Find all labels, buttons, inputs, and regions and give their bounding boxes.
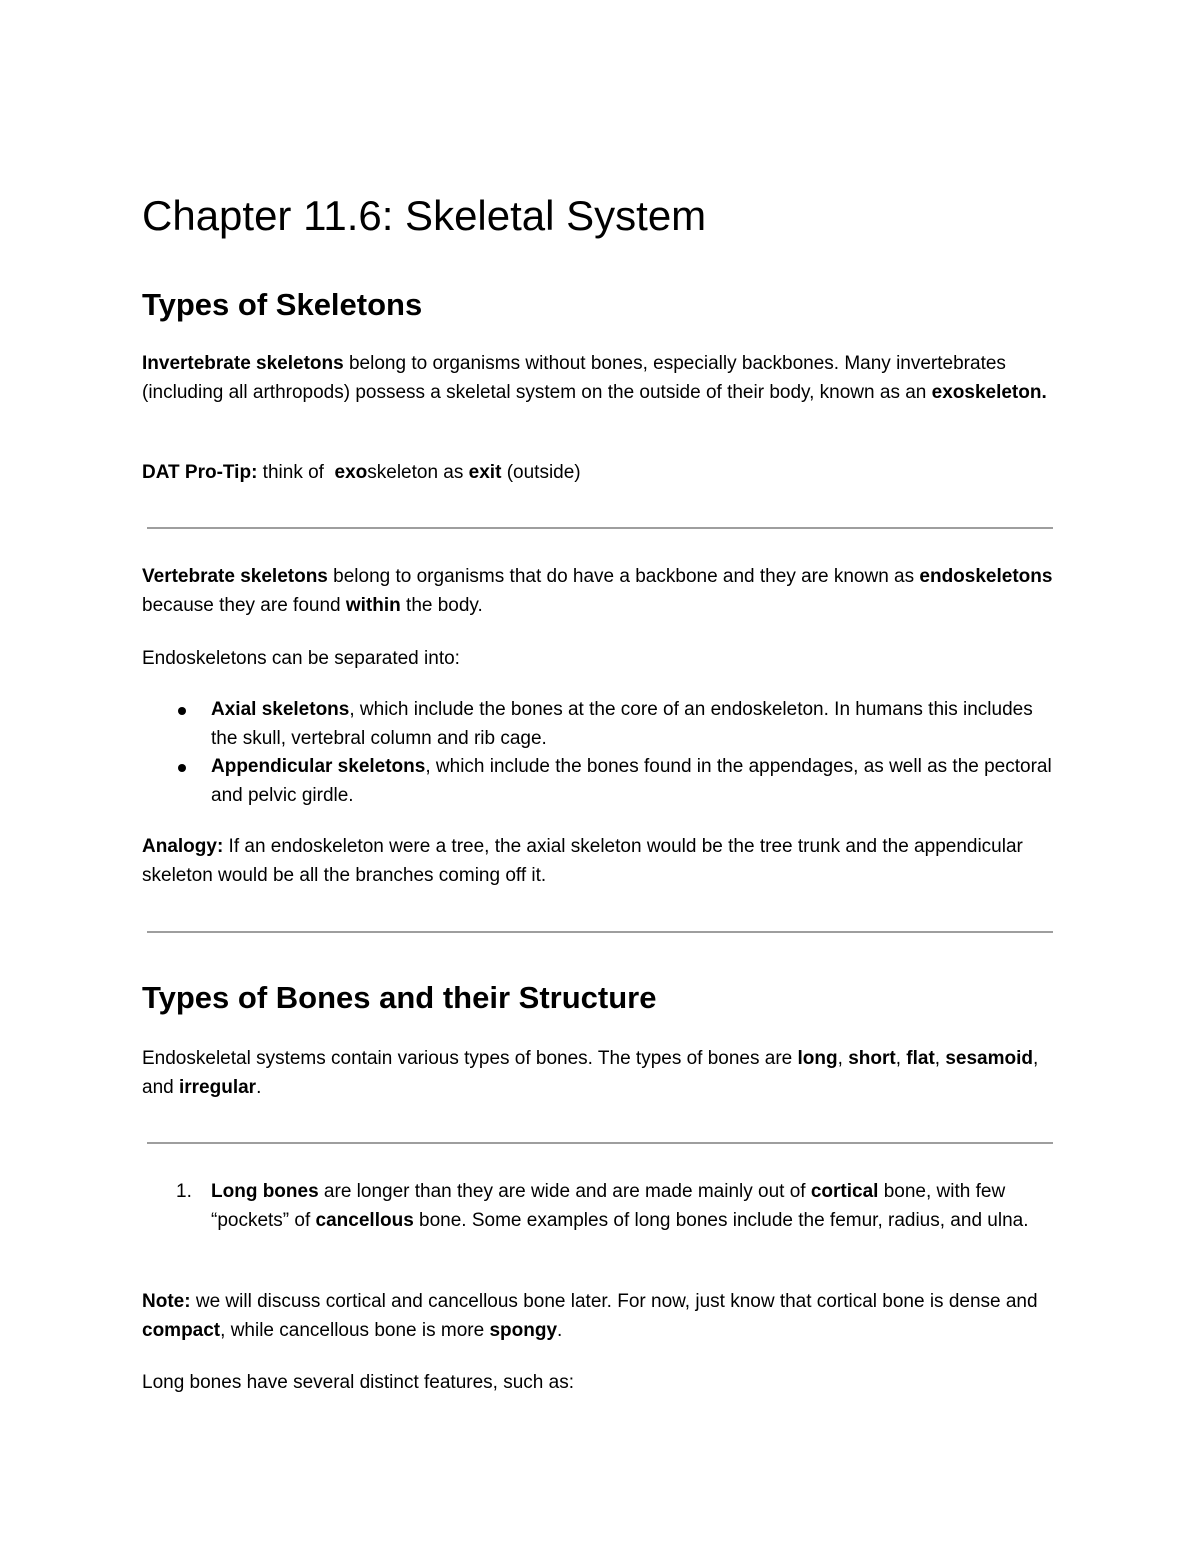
note-text: . [557, 1319, 563, 1341]
long-bones-features-paragraph: Long bones have several distinct features, such as: [142, 1372, 574, 1393]
bones-intro-paragraph [142, 1045, 1057, 1102]
bullet-icon [178, 707, 186, 715]
term-sesamoid: sesamoid [945, 1048, 1033, 1069]
note-paragraph [142, 1288, 1057, 1345]
bones-intro-text: Endoskeletal systems contain various types of bones. The types of bones are [142, 1048, 798, 1069]
term-long-bones: Long bones [211, 1181, 319, 1202]
long-bones-text: bone, with few “pockets” of [211, 1181, 1006, 1231]
protip-paragraph [142, 459, 1057, 488]
section-heading-types-of-skeletons: Types of Skeletons [142, 287, 423, 322]
vertebrate-text: because they are found [142, 594, 346, 616]
list-number: 1. [176, 1181, 192, 1202]
separator: , and [142, 1048, 1039, 1098]
term-short: short [848, 1048, 896, 1069]
list-item-text [211, 753, 1061, 810]
term-compact: compact [142, 1319, 221, 1341]
separator: , [895, 1048, 907, 1069]
list-item-description: , which include the bones found in the appendages, as well as the pectoral and pelvic girdle. [211, 756, 1052, 806]
term-invertebrate-skeletons: Invertebrate skeletons [142, 353, 344, 374]
protip-text: skeleton as [367, 462, 469, 483]
protip-text: (outside) [501, 462, 581, 483]
analogy-label: Analogy: [142, 836, 224, 857]
term-cancellous: cancellous [315, 1209, 414, 1231]
bullet-icon [178, 764, 186, 772]
invertebrate-text: belong to organisms without bones, especially backbones. Many invertebrates (including all arthropods) possess a skeletal system on the outside of their body, known as an [142, 353, 1006, 403]
protip-exo: exo [334, 462, 368, 483]
vertebrate-text: the body. [400, 594, 483, 616]
note-label: Note: [142, 1291, 191, 1312]
term-appendicular-skeletons: Appendicular skeletons [211, 756, 426, 777]
analogy-paragraph [142, 833, 1057, 890]
page-title: Chapter 11.6: Skeletal System [142, 192, 707, 239]
term-spongy: spongy [489, 1319, 558, 1341]
separator: , [934, 1048, 946, 1069]
invertebrate-paragraph [142, 350, 1057, 407]
horizontal-rule [147, 527, 1053, 529]
long-bones-text: bone. Some examples of long bones include the femur, radius, and ulna. [413, 1209, 1029, 1231]
list-item-text [211, 696, 1061, 753]
term-axial-skeletons: Axial skeletons [211, 699, 350, 720]
separator: , [837, 1048, 849, 1069]
section-heading-types-of-bones: Types of Bones and their Structure [142, 980, 657, 1015]
long-bones-text: are longer than they are wide and are made mainly out of [318, 1181, 811, 1202]
vertebrate-paragraph [142, 563, 1057, 620]
term-irregular: irregular [178, 1076, 257, 1098]
term-flat: flat [906, 1048, 935, 1069]
term-within: within [345, 594, 401, 616]
list-item-text [211, 1178, 1061, 1235]
note-text: we will discuss cortical and cancellous bone later. For now, just know that cortical bone is dense and [190, 1291, 1038, 1312]
term-endoskeletons: endoskeletons [919, 566, 1053, 587]
horizontal-rule [147, 931, 1053, 933]
term-cortical: cortical [810, 1181, 879, 1202]
analogy-text: If an endoskeleton were a tree, the axial skeleton would be the tree trunk and the appendicular skeleton would be all the branches coming off it. [142, 836, 1023, 886]
protip-exit: exit [468, 462, 502, 483]
protip-label: DAT Pro-Tip: [142, 462, 258, 483]
term-long: long [797, 1048, 838, 1069]
term-exoskeleton: exoskeleton. [931, 381, 1047, 403]
note-text: , while cancellous bone is more [220, 1319, 490, 1341]
separator: . [256, 1076, 262, 1098]
protip-text: think of [257, 462, 335, 483]
term-vertebrate-skeletons: Vertebrate skeletons [142, 566, 328, 587]
horizontal-rule [147, 1142, 1053, 1144]
endoskeleton-intro: Endoskeletons can be separated into: [142, 648, 460, 669]
list-item-description: , which include the bones at the core of an endoskeleton. In humans this includes the skull, vertebral column and rib cage. [211, 699, 1033, 749]
vertebrate-text: belong to organisms that do have a backbone and they are known as [327, 566, 920, 587]
